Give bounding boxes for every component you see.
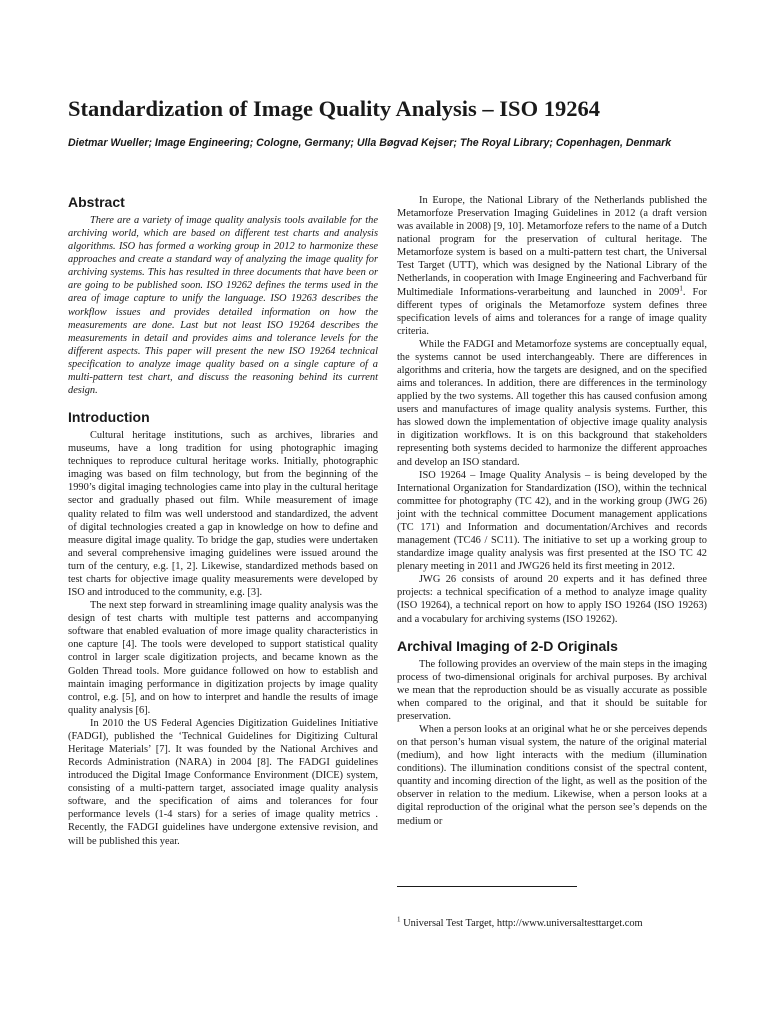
- jwg-paragraph: JWG 26 consists of around 20 experts and it has defined three projects: a technical specification of a method to analyze image quality (ISO 19264), a technical report on how to apply ISO 19264 (ISO 19263) and a vocabulary for archiving systems (ISO 19262).: [397, 574, 707, 625]
- footnote-divider: [397, 886, 577, 887]
- author-list: Dietmar Wueller; Image Engineering; Cologne, Germany; Ulla Bøgvad Kejser; The Royal Library; Copenhagen, Denmark: [68, 137, 672, 149]
- systems-paragraph: While the FADGI and Metamorfoze systems are conceptually equal, the systems cannot be used interchangeably. There are differences in algorithms and criteria, how the targets are designed, and on the specified aims and tolerances. In addition, there are differences in the terminology applied by the two systems. All together this has caused confusion among users and manufactures of image quality analysis systems. Further, this has slowed down the implementation of objective image quality analysis in digitization workflows. It is on this background that stakeholders representing both systems decided to harmonize the different approaches and develop an ISO standard.: [397, 338, 707, 468]
- footnote-text: Universal Test Target, http://www.universaltesttarget.com: [400, 918, 643, 929]
- left-column: [68, 192, 378, 848]
- intro-paragraph-2: The next step forward in streamlining image quality analysis was the design of test charts with multiple test patterns and accompanying software that enabled evaluation of more image quality characteristics in one capture [4]. The tools were developed to support statistical quality control in larger scale digitization projects, and became known as the Golden Thread tools. More guidance followed on how to establish and maintain imaging performance in digitization projects by image quality control, e.g. [5], and on how to interpret and handle the results of image quality analysis [6].: [68, 600, 378, 716]
- footnote-marker: 1: [397, 915, 401, 924]
- right-column: [397, 194, 707, 828]
- archival-paragraph-2: When a person looks at an original what he or she perceives depends on that person’s human visual system, the nature of the original material (medium), and how light interacts with the medium (illumination conditions). The illumination conditions consist of the spectral content, quantity and incoming direction of the light, as well as the position of the observer in relation to the medium. Likewise, when a person looks at a digital reproduction of the original what the person see’s depends on the medium or: [397, 723, 707, 827]
- archival-heading: Archival Imaging of 2-D Originals: [397, 637, 618, 654]
- paper-title: Standardization of Image Quality Analysis – ISO 19264: [68, 96, 600, 121]
- abstract-text: There are a variety of image quality analysis tools available for the archiving world, which are based on different test charts and analysis algorithms. ISO has formed a working group in 2012 to harmonize these approaches and create a standard way of analyzing the image quality for archiving systems. This has resulted in three documents that have been or are going to be published soon. ISO 19262 defines the terms used in the area of image capture to unify the language. ISO 19263 describes the workflow issues and provides detailed information on how the measurements are done. Last but not least ISO 19264 describes the measurements in detail and provides aims and tolerance levels for the different aspects. This paper will present the new ISO 19264 technical specification to analyze image quality based on a single capture of a multi-pattern test chart, and discuss the reasoning behind its current design.: [68, 215, 378, 397]
- intro-paragraph-3: In 2010 the US Federal Agencies Digitization Guidelines Initiative (FADGI), published the ‘Technical Guidelines for Digitizing Cultural Heritage Materials’ [7]. It was founded by the National Archives and Records Administration (NARA) in 2004 [8]. The FADGI guidelines introduced the Digital Image Conformance Environment (DICE) system, consisting of a multi-pattern target, associated image quality analysis software, and the specification of aims and tolerances for four performance levels (1-4 stars) for a series of image quality metrics . Recently, the FADGI guidelines have undergone extensive revision, and will be published this year.: [68, 717, 378, 847]
- iso-paragraph: ISO 19264 – Image Quality Analysis – is being developed by the International Organization for Standardization (ISO), within the technical committee for photography (TC 42), and in the working group (JWG 26) joint with the technical committee Document management applications (TC 171) and Information and documentation/Archives and records management (TC46 / SC11). The initiative to set up a working group to standardize image quality analysis was first presented at the ISO TC 42 plenary meeting in 2011 and JWG26 held its first meeting in 2012.: [397, 469, 707, 573]
- footnote: [397, 915, 717, 929]
- europe-paragraph-end: . For different types of originals the Metamorfoze system defines three specification levels of aims and tolerances for a range of image quality criteria.: [397, 286, 707, 337]
- intro-paragraph-1: Cultural heritage institutions, such as archives, libraries and museums, have a long tradition for using photographic imaging techniques to reproduce cultural heritage works. Initially, photographic imaging was based on film technology, but from the beginning of the 1990’s digital imaging technologies came into play in the cultural heritage sector and gradually phased out film. While measurement of image quality related to film was well understood and standardized, the advent of digital technologies created a gap in knowledge on how to define and measure digital image quality. To bridge the gap, studies were undertaken and several comprehensive imaging guidelines were issued around the turn of the century, e.g. [1, 2]. Likewise, standardized methods based on test charts for objective image quality measurements were developed by ISO and introduced to the community, e.g. [3].: [68, 430, 378, 599]
- archival-paragraph-1: The following provides an overview of the main steps in the imaging process of two-dimensional originals for archival purposes. By archival we mean that the reproduction should be as visually accurate as possible when compared to the original, and that it should be suitable for preservation.: [397, 658, 707, 722]
- europe-paragraph-text: In Europe, the National Library of the Netherlands published the Metamorfoze Preservation Imaging Guidelines in 2012 (a draft version was available in 2008) [9, 10]. Metamorfoze refers to the name of a Dutch national program for the preservation of cultural heritage. The Metamorfoze system is based on a multi-pattern test chart, the Universal Test Target (UTT), which was designed by the National Library of the Netherlands, in cooperation with Image Engineering and Fachverband für Multimediale Informations-verarbeitung and launched in 2009: [397, 195, 707, 298]
- introduction-heading: Introduction: [68, 409, 150, 426]
- europe-paragraph: [397, 194, 707, 338]
- abstract-heading: Abstract: [68, 194, 125, 210]
- footnote-reference: 1: [679, 284, 683, 293]
